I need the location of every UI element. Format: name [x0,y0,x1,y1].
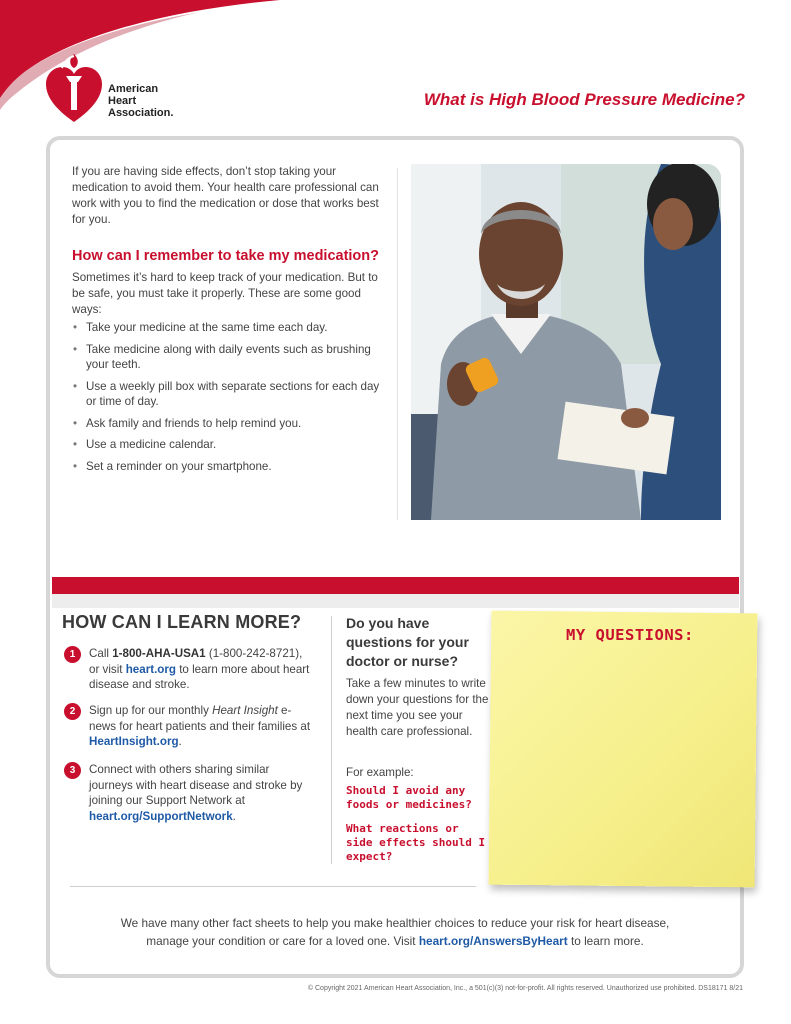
learn-item-3 [64,762,314,824]
list-item: • Ask family and friends to help remind you. [72,416,388,432]
intro-paragraph: If you are having side effects, don’t stop taking your medication to avoid them. Your health care professional can work with you to find the medication or dose that works best for you. [72,165,379,226]
my-questions-sticky-note[interactable] [489,611,758,888]
number-badge: 1 [64,646,81,663]
list-item: • Set a reminder on your smartphone. [72,459,388,475]
remember-body: Sometimes it’s hard to keep track of your medication. But to be safe, you must take it properly. These are some good ways: [72,271,378,316]
logo-line-heart: Heart [108,95,137,107]
footer-line-1: We have many other fact sheets to help you make healthier choices to reduce your risk for heart disease, [120,916,670,930]
learn-more-heading: HOW CAN I LEARN MORE? [62,612,302,632]
learn-item-text: . [178,735,182,749]
learn-item-text: Call [89,647,113,660]
footer-line-2 [80,932,710,950]
list-item: • Use a medicine calendar. [72,437,388,453]
heart-org-link[interactable]: heart.org [125,662,176,676]
learn-item-2 [64,703,314,750]
learn-item-text: e-news for heart patients and their families at [89,704,311,733]
heartinsight-link[interactable]: HeartInsight.org [89,735,179,749]
doctor-questions-heading: Do you have questions for your doctor or nurse? [346,615,469,669]
number-badge: 2 [64,703,81,720]
example-question-1: Should I avoid any foods or medicines? [346,784,472,811]
remember-heading: How can I remember to take my medication? [72,248,380,264]
phone-number: 1-800-AHA-USA1 [112,647,206,660]
list-item: • Take your medicine at the same time each day. [72,320,388,336]
page-title: What is High Blood Pressure Medicine? [423,90,745,109]
tips-list [72,320,388,480]
list-item: • Use a weekly pill box with separate sections for each day or time of day. [72,379,388,410]
footer-message [80,914,710,950]
example-question-2: What reactions or side effects should I expect? [346,822,486,863]
section-divider-grey [52,594,739,608]
column-divider [331,616,332,864]
doctor-questions-body: Take a few minutes to write down your questions for the next time you see your health care professional. [346,677,489,738]
footer-text: to learn more. [567,934,644,948]
logo-line-american: American [108,83,159,95]
support-network-link[interactable]: heart.org/SupportNetwork [89,809,233,823]
my-questions-title: MY QUESTIONS: [566,626,694,644]
learn-item-1 [64,646,314,693]
footer-text: manage your condition or care for a loved one. Visit [146,934,419,948]
learn-item-text: to learn more about heart disease and stroke. [89,662,310,692]
column-divider [397,168,398,520]
copyright-notice: © Copyright 2021 American Heart Association, Inc., a 501(c)(3) not-for-profit. All rights reserved. Unauthorized use prohibited. DS18171 8/21 [307,985,743,992]
section-divider-red [52,577,739,594]
aha-logo-wordmark [108,83,173,119]
number-badge: 3 [64,762,81,779]
patient-nurse-photo [411,164,721,520]
learn-item-text: . [232,809,236,823]
heart-insight-title: Heart Insight [212,704,278,717]
learn-item-text: Sign up for our monthly [89,704,213,717]
list-item: • Take medicine along with daily events such as brushing your teeth. [72,342,388,373]
footer-divider [70,886,476,887]
answers-by-heart-link[interactable]: heart.org/AnswersByHeart [418,934,568,948]
logo-line-association: Association. [108,107,174,119]
learn-item-text: Connect with others sharing similar journeys with heart disease and stroke by joining our Support Network at [89,763,303,808]
example-label: For example: [346,766,414,779]
learn-item-text: (1-800-242-8721), or visit [89,647,303,676]
